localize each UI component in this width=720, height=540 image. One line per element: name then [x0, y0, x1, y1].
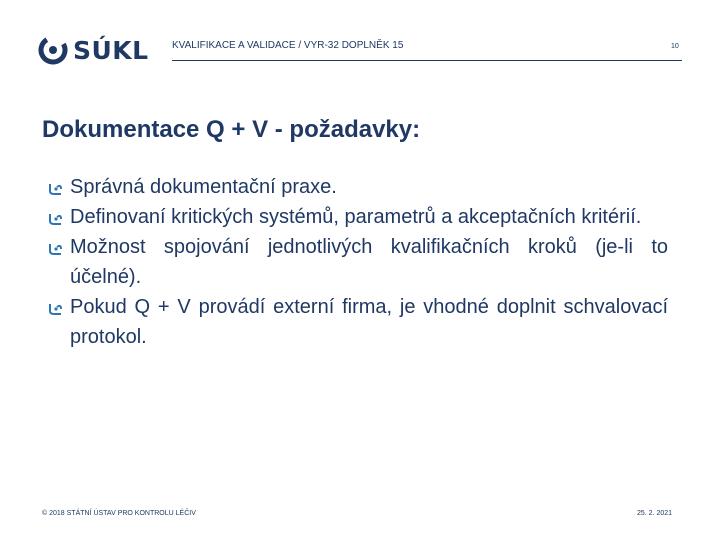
bullet-text: Pokud Q + V provádí externí firma, je vhodné doplnit schvalovací protokol.	[70, 296, 668, 348]
logo-text: SÚKL	[73, 35, 149, 65]
footer-copyright: © 2018 STÁTNÍ ÚSTAV PRO KONTROLU LÉČIV	[42, 510, 196, 517]
bullet-text: Definovaní kritických systémů, parametrů a akceptačních kritérií.	[70, 206, 642, 228]
curved-arrow-icon	[48, 240, 64, 256]
footer-date: 25. 2. 2021	[637, 510, 673, 517]
bullet-text: Možnost spojování jednotlivých kvalifikačních kroků (je-li to účelné).	[70, 236, 668, 288]
curved-arrow-icon	[48, 210, 64, 226]
curved-arrow-icon	[48, 300, 64, 316]
logo-mark-icon	[38, 35, 68, 65]
bullet-list	[48, 172, 668, 352]
bullet-item	[48, 172, 668, 202]
sukl-logo	[38, 33, 149, 67]
curved-arrow-icon	[48, 180, 64, 196]
bullet-text: Správná dokumentační praxe.	[70, 176, 337, 198]
header-divider	[172, 60, 682, 61]
page-number: 10	[671, 43, 679, 50]
slide-title: Dokumentace Q + V - požadavky:	[42, 116, 421, 143]
bullet-item	[48, 202, 668, 232]
bullet-item	[48, 292, 668, 352]
bullet-item	[48, 232, 668, 292]
header-title: KVALIFIKACE A VALIDACE / VYR-32 DOPLNĚK 15	[172, 40, 404, 51]
